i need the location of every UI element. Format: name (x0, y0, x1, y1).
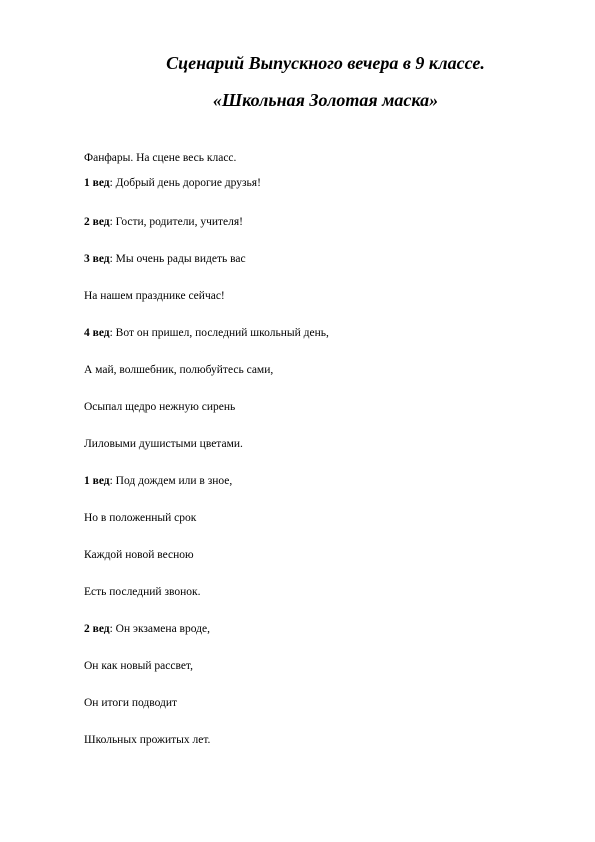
line-text: Лиловыми душистыми цветами. (84, 438, 243, 450)
line-text: Фанфары. На сцене весь класс. (84, 152, 237, 164)
line-text: Есть последний звонок. (84, 586, 201, 598)
speaker-label: 1 вед (84, 475, 110, 487)
line-text: : Мы очень рады видеть вас (109, 253, 246, 265)
script-line (84, 363, 273, 377)
script-line (84, 252, 246, 266)
script-line (84, 176, 261, 190)
script-line (84, 326, 329, 340)
script-line (84, 400, 235, 414)
script-line (84, 622, 210, 636)
script-line (84, 151, 236, 165)
line-text: : Он экзамена вроде, (109, 623, 210, 635)
speaker-label: 1 вед (84, 177, 110, 189)
line-text: : Гости, родители, учителя! (109, 216, 244, 228)
line-text: Он итоги подводит (84, 697, 178, 709)
line-text: На нашем празднике сейчас! (84, 290, 225, 302)
script-line (84, 585, 200, 599)
line-text: : Добрый день дорогие друзья! (109, 177, 261, 189)
script-line (84, 548, 194, 562)
script-line (84, 733, 210, 747)
script-line (84, 215, 243, 229)
line-text: Школьных прожитых лет. (84, 734, 211, 746)
line-text: : Под дождем или в зное, (109, 475, 233, 487)
script-line (84, 696, 177, 710)
speaker-label: 3 вед (84, 253, 110, 265)
line-text: А май, волшебник, полюбуйтесь сами, (84, 364, 274, 376)
script-line (84, 474, 232, 488)
speaker-label: 2 вед (84, 623, 110, 635)
line-text: Он как новый рассвет, (84, 660, 193, 672)
document-title: Сценарий Выпускного вечера в 9 классе. (166, 53, 485, 73)
speaker-label: 2 вед (84, 216, 110, 228)
script-line (84, 659, 193, 673)
script-line (84, 511, 196, 525)
line-text: Каждой новой весною (84, 549, 194, 561)
line-text: Но в положенный срок (84, 512, 197, 524)
line-text: : Вот он пришел, последний школьный день, (109, 327, 329, 339)
line-text: Осыпал щедро нежную сирень (84, 401, 236, 413)
speaker-label: 4 вед (84, 327, 110, 339)
script-line (84, 437, 243, 451)
document-subtitle: «Школьная Золотая маска» (212, 90, 439, 110)
script-line (84, 289, 225, 303)
